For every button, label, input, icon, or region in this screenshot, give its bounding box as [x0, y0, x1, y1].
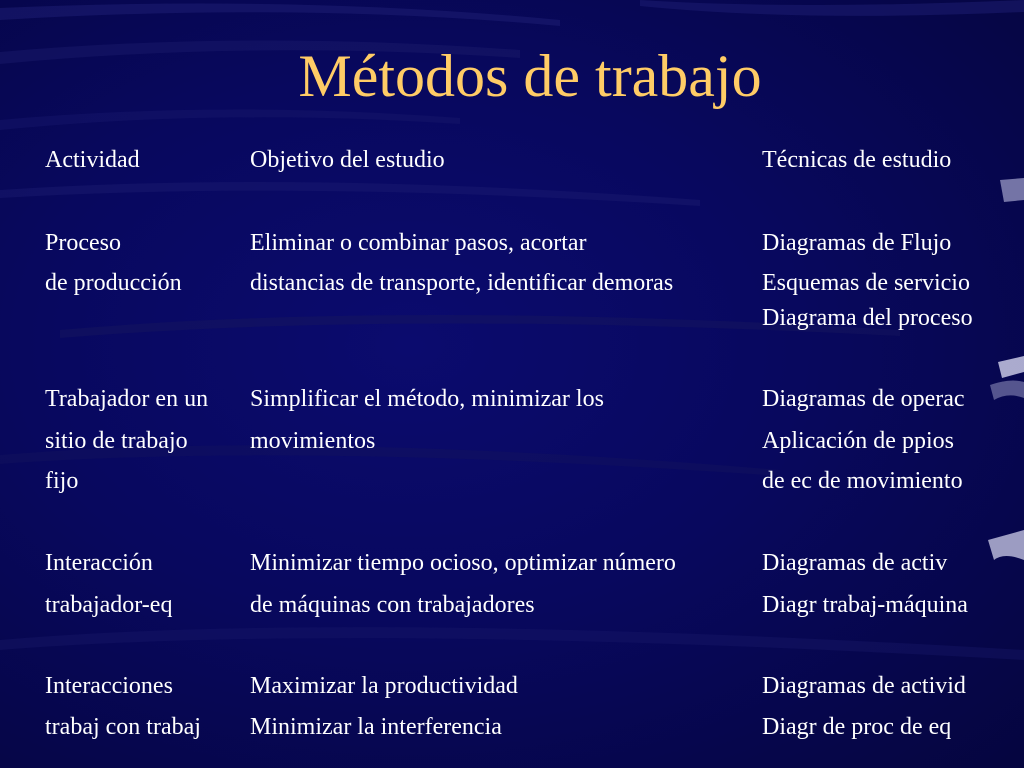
tecnica-line: Diagramas de Flujo	[762, 230, 952, 256]
actividad-line: sitio de trabajo	[45, 428, 188, 454]
actividad-line: Interacciones	[45, 673, 173, 699]
header-tecnicas: Técnicas de estudio	[762, 147, 952, 173]
objetivo-line: Minimizar la interferencia	[250, 714, 502, 740]
objetivo-line: movimientos	[250, 428, 376, 454]
actividad-line: trabaj con trabaj	[45, 714, 201, 740]
actividad-line: Proceso	[45, 230, 121, 256]
tecnica-line: Diagramas de operac	[762, 386, 965, 412]
tecnica-line: Aplicación de ppios	[762, 428, 954, 454]
objetivo-line: distancias de transporte, identificar demoras	[250, 270, 674, 296]
objetivo-line: Eliminar o combinar pasos, acortar	[250, 230, 587, 256]
actividad-line: trabajador-eq	[45, 592, 173, 618]
actividad-line: Interacción	[45, 550, 153, 576]
header-actividad: Actividad	[45, 147, 140, 173]
objetivo-line: Minimizar tiempo ocioso, optimizar número	[250, 550, 676, 576]
tecnica-line: Diagr trabaj-máquina	[762, 592, 968, 618]
actividad-line: de producción	[45, 270, 182, 296]
tecnica-line: Diagr de proc de eq	[762, 714, 952, 740]
objetivo-line: Maximizar la productividad	[250, 673, 518, 699]
objetivo-line: Simplificar el método, minimizar los	[250, 386, 604, 412]
tecnica-line: de ec de movimiento	[762, 468, 963, 494]
tecnica-line: Esquemas de servicio	[762, 270, 970, 296]
tecnica-line: Diagramas de activ	[762, 550, 948, 576]
objetivo-line: de máquinas con trabajadores	[250, 592, 535, 618]
actividad-line: Trabajador en un	[45, 386, 209, 412]
tecnica-line: Diagramas de activid	[762, 673, 966, 699]
header-objetivo: Objetivo del estudio	[250, 147, 445, 173]
tecnica-line: Diagrama del proceso	[762, 305, 973, 331]
slide-title: Métodos de trabajo	[298, 43, 762, 109]
actividad-line: fijo	[45, 468, 79, 494]
